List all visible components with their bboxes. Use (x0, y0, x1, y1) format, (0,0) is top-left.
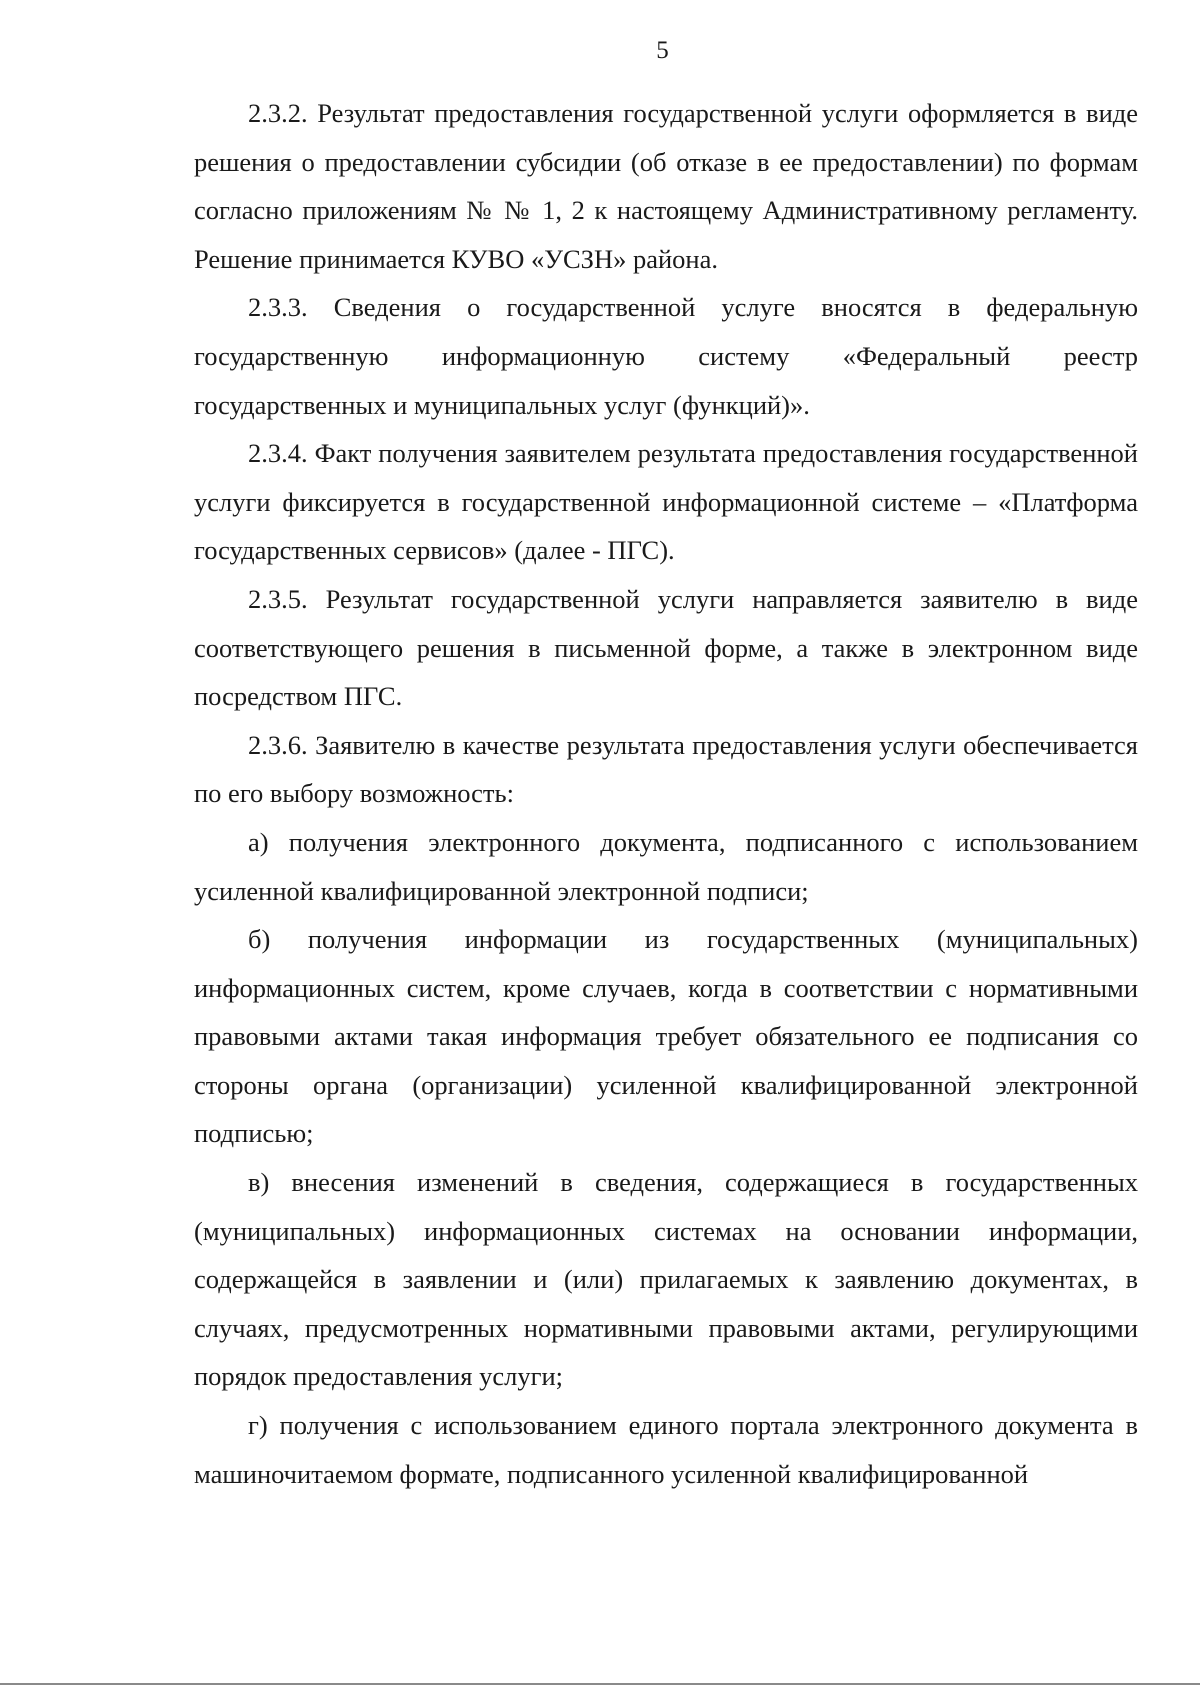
paragraph-item-b: б) получения информации из государственных (муниципальных) информационных систем, кроме случаев, когда в соответствии с нормативными правовыми актами такая информация требует обязательного ее подписания со стороны органа (организации) усиленной квалифицированной электронной подписью; (194, 924, 1138, 1149)
paragraph-2-3-2: 2.3.2. Результат предоставления государственной услуги оформляется в виде решения о предоставлении субсидии (об отказе в ее предоставлении) по формам согласно приложениям № № 1, 2 к настоящему Административному регламенту. Решение принимается КУВО «УСЗН» района. (194, 98, 1138, 274)
page-number: 5 (656, 37, 669, 64)
scan-edge-line (0, 1683, 1200, 1685)
paragraph-item-v: в) внесения изменений в сведения, содержащиеся в государственных (муниципальных) информационных системах на основании информации, содержащейся в заявлении и (или) прилагаемых к заявлению документах, в случаях, предусмотренных нормативными правовыми актами, регулирующими порядок предоставления услуги; (194, 1167, 1138, 1392)
paragraph-2-3-6: 2.3.6. Заявителю в качестве результата предоставления услуги обеспечивается по его выбору возможность: (194, 729, 1138, 809)
paragraph-item-g: г) получения с использованием единого портала электронного документа в машиночитаемом формате, подписанного усиленной квалифицированной (194, 1410, 1138, 1489)
paragraph-item-a: а) получения электронного документа, подписанного с использованием усиленной квалифицированной электронной подписи; (194, 826, 1138, 906)
paragraph-2-3-3: 2.3.3. Сведения о государственной услуге вносятся в федеральную государственную информационную систему «Федеральный реестр государственных и муниципальных услуг (функций)». (194, 292, 1138, 420)
document-body (194, 89, 1138, 1498)
paragraph-2-3-4: 2.3.4. Факт получения заявителем результата предоставления государственной услуги фиксируется в государственной информационной системе – «Платформа государственных сервисов» (далее - ПГС). (194, 438, 1138, 566)
paragraph-2-3-5: 2.3.5. Результат государственной услуги направляется заявителю в виде соответствующего решения в письменной форме, а также в электронном виде посредством ПГС. (194, 583, 1138, 712)
